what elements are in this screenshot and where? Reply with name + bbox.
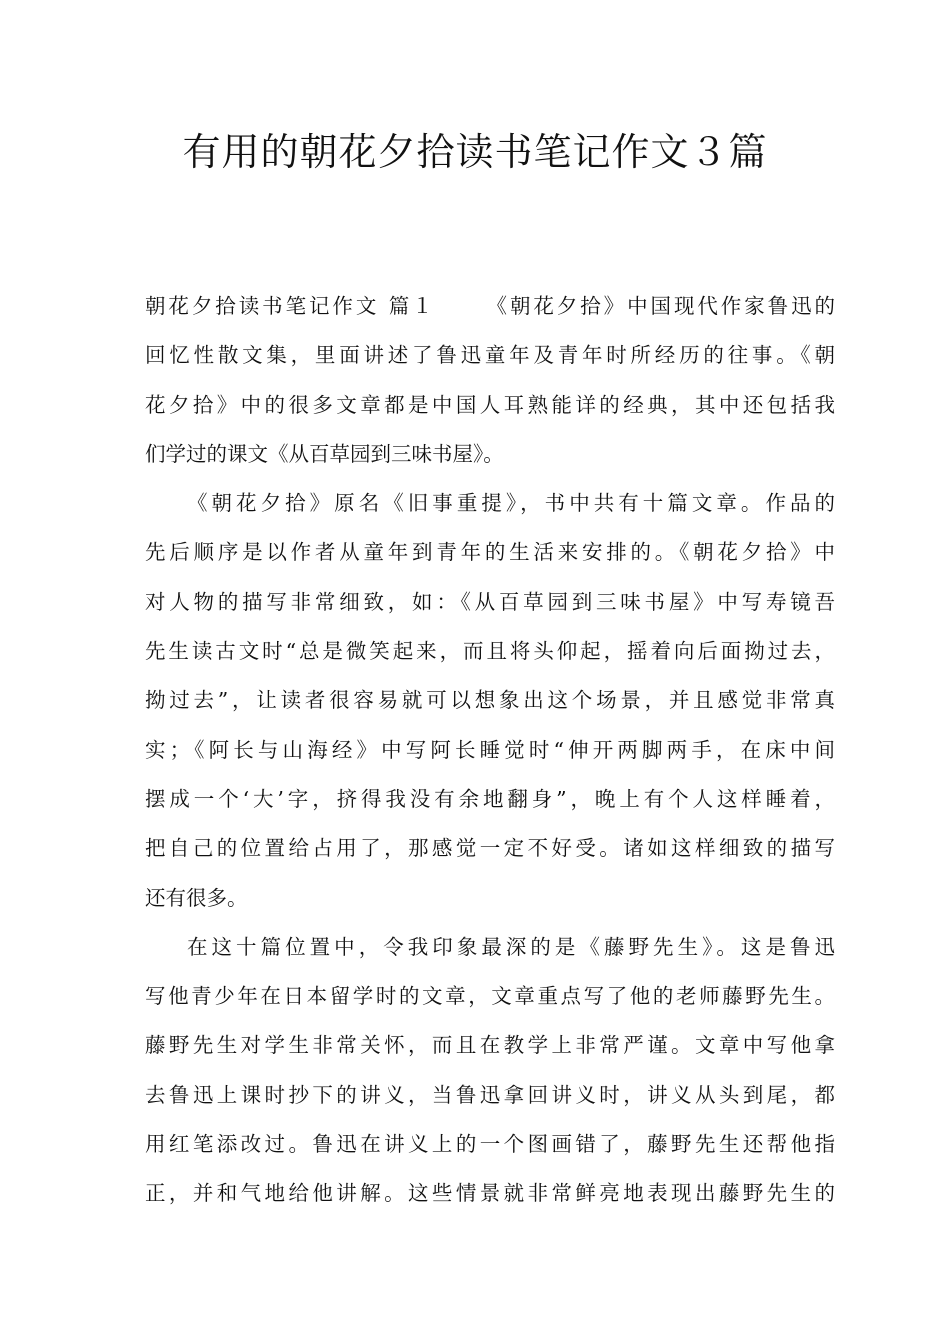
- text-line: 先后顺序是以作者从童年到青年的生活来安排的。《朝花夕拾》中: [145, 540, 835, 565]
- text-line: 写他青少年在日本留学时的文章，文章重点写了他的老师藤野先生。: [145, 984, 835, 1009]
- text-line: 朝花夕拾读书笔记作文 篇１ 《朝花夕拾》中国现代作家鲁迅的: [145, 294, 835, 318]
- text-line: 拗过去”，让读者很容易就可以想象出这个场景，并且感觉非常真: [145, 688, 835, 713]
- text-line: 去鲁迅上课时抄下的讲义，当鲁迅拿回讲义时，讲义从头到尾，都: [145, 1082, 835, 1107]
- text-line: 们学过的课文《从百草园到三味书屋》。: [145, 441, 504, 466]
- text-line: 花夕拾》中的很多文章都是中国人耳熟能详的经典，其中还包括我: [145, 392, 835, 417]
- article-body: [145, 282, 835, 1219]
- text-line: 在这十篇位置中，令我印象最深的是《藤野先生》。这是鲁迅: [187, 934, 835, 959]
- text-line: 先生读古文时“总是微笑起来，而且将头仰起，摇着向后面拗过去，: [145, 639, 835, 664]
- paragraph-2: [145, 479, 835, 923]
- text-line: 藤野先生对学生非常关怀，而且在教学上非常严谨。文章中写他拿: [145, 1033, 835, 1058]
- essay-heading: 朝花夕拾读书笔记作文 篇１: [145, 294, 436, 318]
- text-line: 摆成一个‘大’字，挤得我没有余地翻身”，晚上有个人这样睡着，: [145, 786, 835, 811]
- text-line: 对人物的描写非常细致，如：《从百草园到三味书屋》中写寿镜吾: [145, 589, 835, 614]
- text-line: 《朝花夕拾》原名《旧事重提》，书中共有十篇文章。作品的: [187, 491, 835, 516]
- text-line: 把自己的位置给占用了，那感觉一定不好受。诸如这样细致的描写: [145, 836, 835, 861]
- text-line: 实；《阿长与山海经》中写阿长睡觉时“伸开两脚两手，在床中间: [145, 737, 835, 762]
- text-line: 用红笔添改过。鲁迅在讲义上的一个图画错了，藤野先生还帮他指: [145, 1132, 835, 1157]
- paragraph-1: [145, 282, 835, 479]
- text-line: 回忆性散文集，里面讲述了鲁迅童年及青年时所经历的往事。《朝: [145, 343, 835, 368]
- text-line: 正，并和气地给他讲解。这些情景就非常鲜亮地表现出藤野先生的: [145, 1181, 835, 1206]
- page-title: 有用的朝花夕拾读书笔记作文３篇: [182, 130, 768, 174]
- paragraph-3: [145, 923, 835, 1219]
- text-line: 还有很多。: [145, 885, 248, 910]
